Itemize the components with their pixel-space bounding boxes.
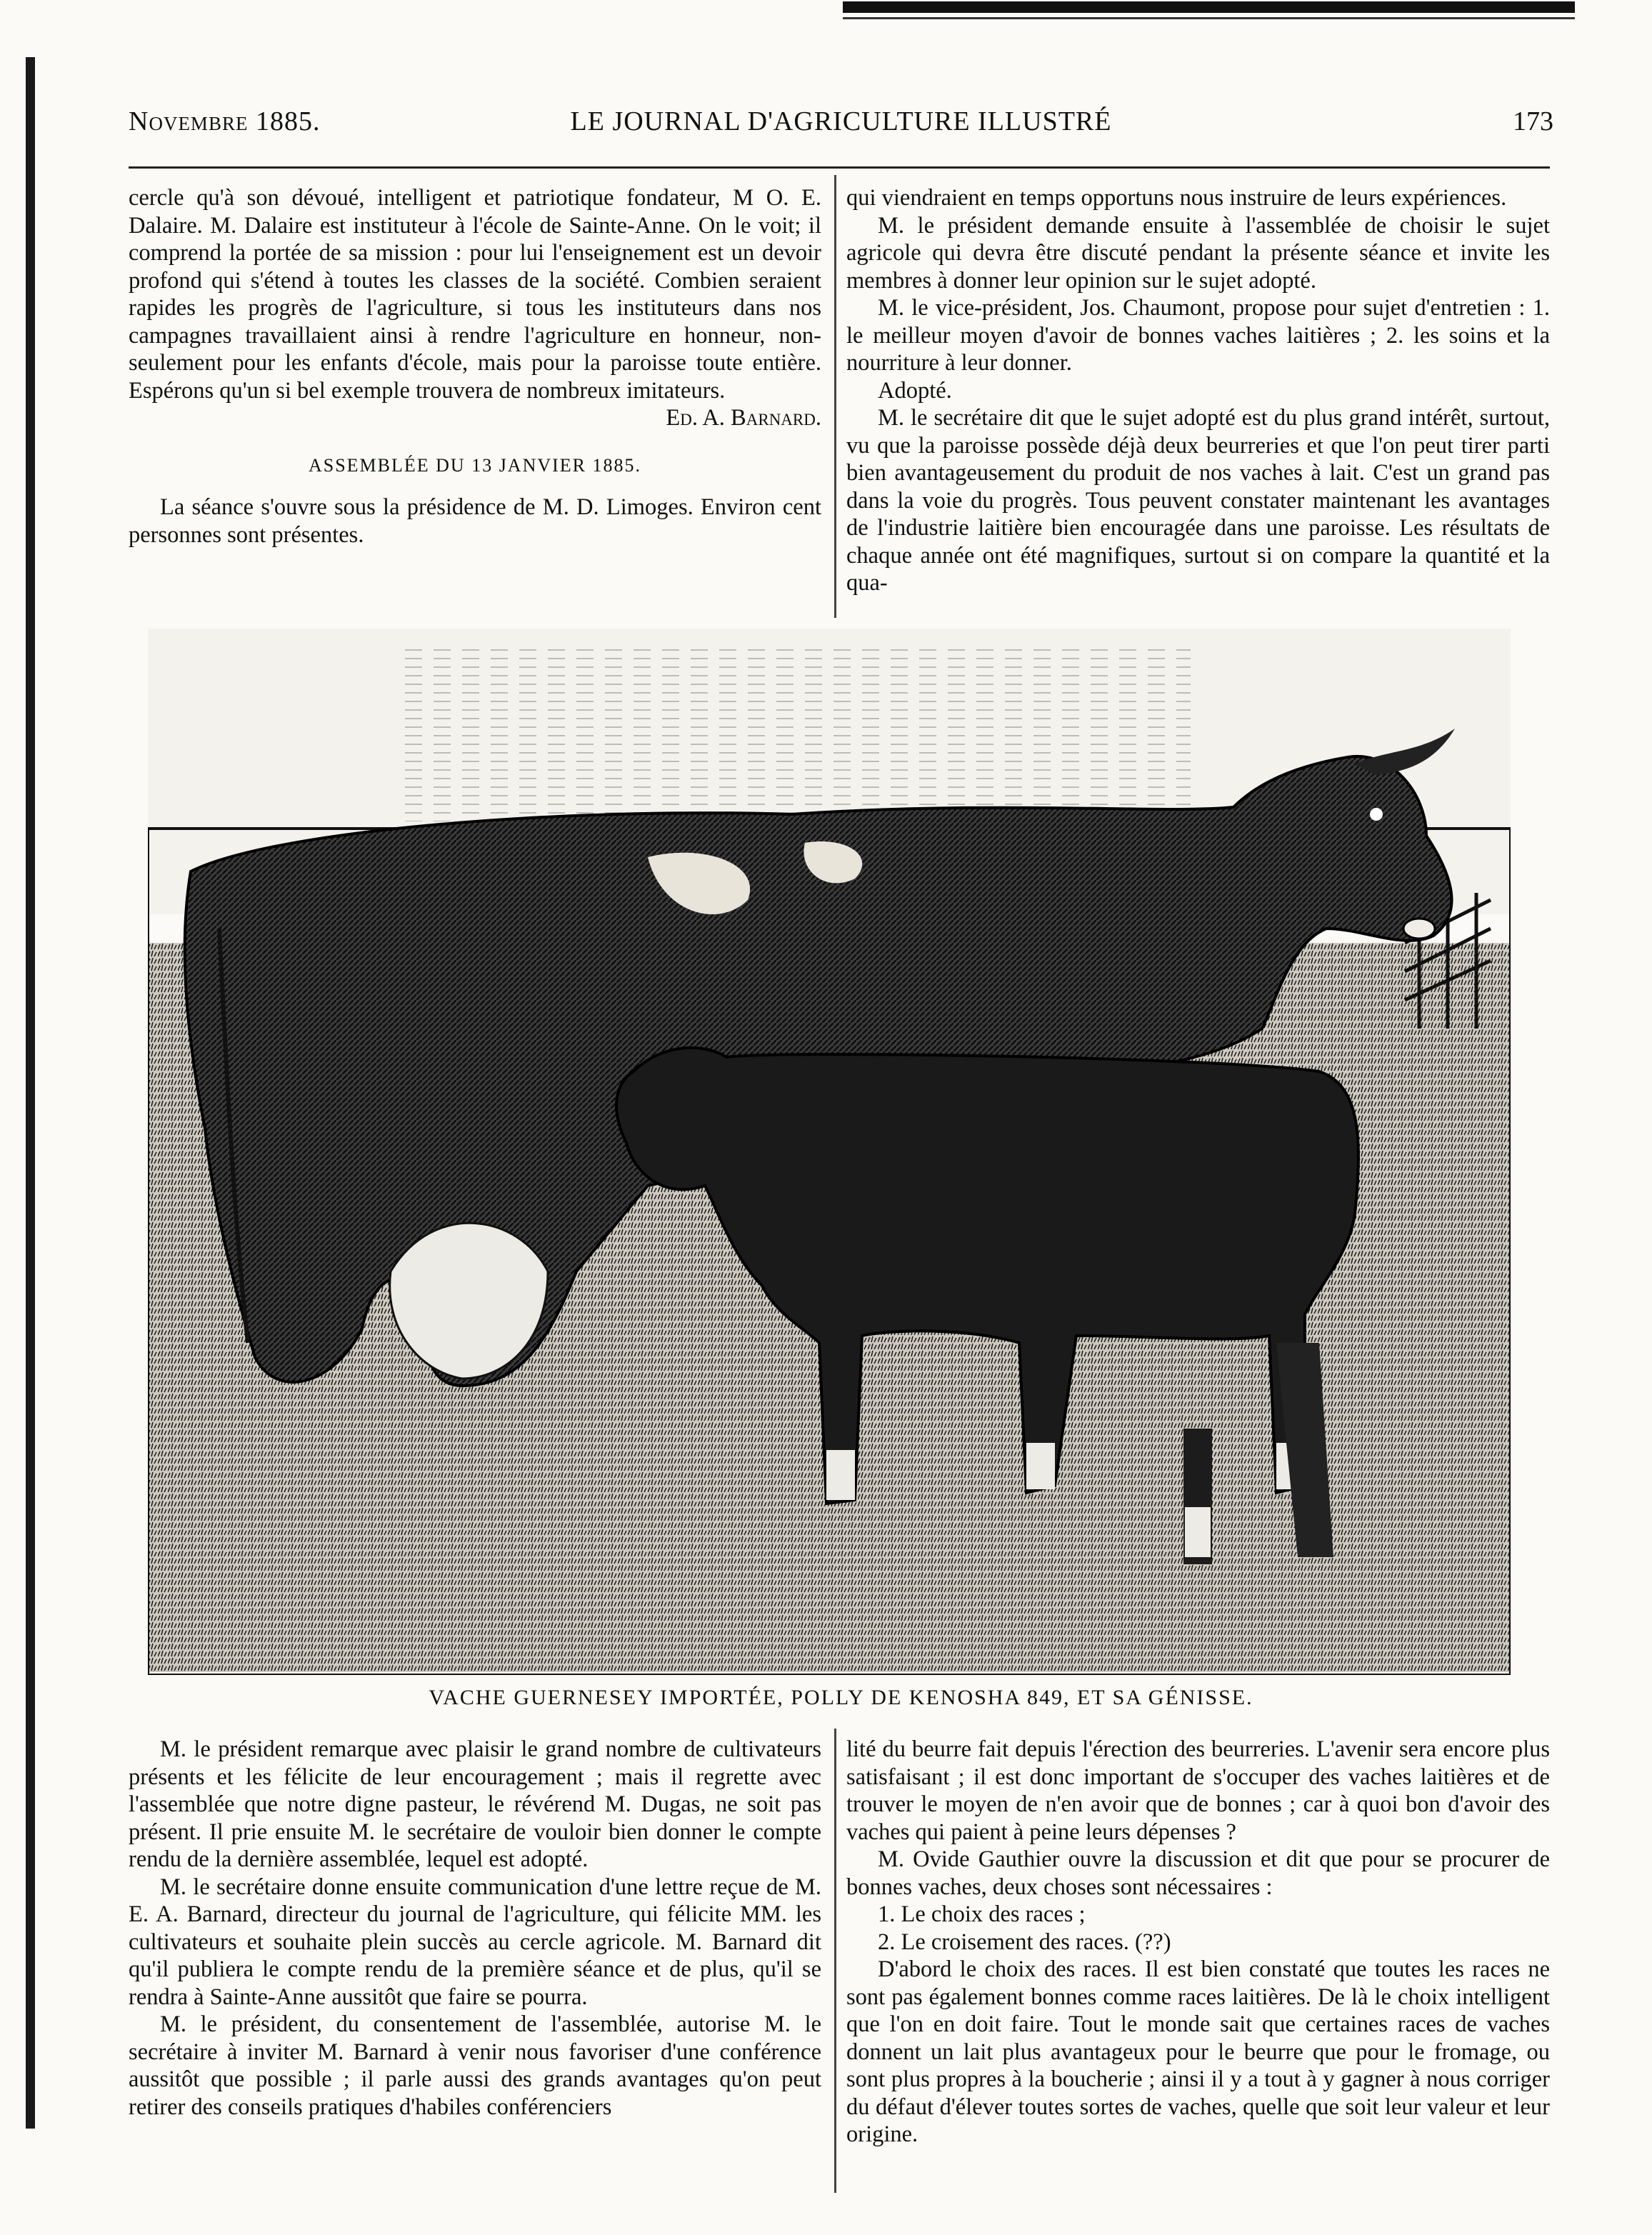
paragraph: Adopté.: [878, 377, 952, 404]
paragraph: M. le secrétaire dit que le sujet adopté est du plus grand intérêt, surtout, vu que la paroisse possède déjà deux beurreries et que l'on peut tirer parti bien avantageusement du produit de nos vaches à lait. C'est un grand pas dans la voie du progrès. Tous peuvent constater maintenant les avantages de l'industrie laitière bien encouragée dans une paroisse. Les résultats de chaque année ont été magnifiques, surtout si on compare la quantité et la qua-: [846, 405, 1550, 596]
signature: Ed. A. Barnard.: [666, 405, 821, 431]
list-item: 1. Le choix des races ;: [878, 1901, 1086, 1927]
paragraph: M. le président demande ensuite à l'assemblée de choisir le sujet agricole qui devra être discuté pendant la présente séance et invite les membres à donner leur opinion sur le sujet adopté.: [846, 212, 1550, 294]
paragraph: qui viendraient en temps opportuns nous instruire de leurs expériences.: [846, 185, 1507, 211]
paragraph: M. Ovide Gauthier ouvre la discussion et dit que pour se procurer de bonnes vaches, deux choses sont nécessaires :: [846, 1846, 1550, 1900]
top-edge-bar: [843, 1, 1575, 13]
paragraph: La séance s'ouvre sous la présidence de M. D. Limoges. Environ cent personnes sont présentes.: [129, 494, 821, 548]
list-item: 2. Le croisement des races. (??): [878, 1929, 1171, 1955]
column-divider-top: [834, 175, 836, 618]
paragraph: M. le président, du consentement de l'assemblée, autorise M. le secrétaire à inviter M. Barnard à venir nous favoriser d'une conférence aussitôt que possible ; il parle aussi des grands avantages qu'on peut retirer des conseils pratiques d'habiles conférenciers: [129, 2011, 821, 2120]
top-right-column: [846, 184, 1550, 597]
paragraph: M. le vice-président, Jos. Chaumont, propose pour sujet d'entretien : 1. le meilleur moyen d'avoir de bonnes vaches laitières ; 2. les soins et la nourriture à leur donner.: [846, 295, 1550, 376]
paragraph: lité du beurre fait depuis l'érection des beurreries. L'avenir sera encore plus satisfaisant ; il est donc important de s'occuper des vaches laitières et de trouver le moyen de n'en avoir que de bonnes ; car à quoi bon d'avoir des vaches qui paient à peine leurs dépenses ?: [846, 1736, 1550, 1845]
bottom-left-column: [129, 1736, 821, 2121]
bottom-right-column: [846, 1736, 1550, 2149]
header-page-number: 173: [1513, 106, 1553, 136]
header-journal-title: LE JOURNAL D'AGRICULTURE ILLUSTRÉ: [570, 106, 1112, 136]
paragraph: M. le président remarque avec plaisir le grand nombre de cultivateurs présents et les félicite de leur encouragement ; mais il regrette avec l'assemblée que notre digne pasteur, le révérend M. Dugas, ne soit pas présent. Il prie ensuite M. le secrétaire de vouloir bien donner le compte rendu de la dernière assemblée, lequel est adopté.: [129, 1736, 821, 1872]
header-rule: [129, 166, 1550, 169]
top-left-column: [129, 184, 821, 549]
column-divider-bottom: [834, 1729, 836, 2193]
header-date: Novembre 1885.: [129, 106, 321, 136]
binding-edge-bar: [26, 57, 35, 2129]
assembly-heading: ASSEMBLÉE DU 13 JANVIER 1885.: [308, 454, 642, 476]
top-edge-line: [843, 17, 1575, 19]
figure-caption: VACHE GUERNESEY IMPORTÉE, POLLY DE KENOSHA 849, ET SA GÉNISSE.: [429, 1686, 1253, 1709]
page-header: [129, 106, 1553, 149]
paragraph: cercle qu'à son dévoué, intelligent et patriotique fondateur, M O. E. Dalaire. M. Dalaire est instituteur à l'école de Sainte-Anne. On le voit; il comprend la portée de sa mission : pour lui l'enseignement est un devoir profond qui s'étend à toutes les classes de la société. Combien seraient rapides les progrès de l'agriculture, si tous les instituteurs dans nos campagnes travaillaient ainsi à rendre l'agriculture en honneur, non-seulement pour les enfants d'école, mais pour la paroisse toute entière. Espérons qu'un si bel exemple trouvera de nombreux imitateurs.: [129, 185, 821, 404]
cow-engraving-illustration: [148, 629, 1511, 1675]
paragraph: M. le secrétaire donne ensuite communication d'une lettre reçue de M. E. A. Barnard, directeur du journal de l'agriculture, qui félicite MM. les cultivateurs et souhaite plein succès au cercle agricole. M. Barnard dit qu'il publiera le compte rendu de la première séance et de plus, qu'il se rendra à Sainte-Anne aussitôt que faire se pourra.: [129, 1874, 821, 2010]
paragraph: D'abord le choix des races. Il est bien constaté que toutes les races ne sont pas également bonnes comme races laitières. De là le choix intelligent que l'on en doit faire. Tout le monde sait que certaines races de vaches donnent un lait plus avantageux pour le beurre que pour le fromage, ou sont plus propres à la boucherie ; ainsi il y a tout à y gagner à nous corriger du défaut d'élever toutes sortes de vaches, quelle que soit leur valeur et leur origine.: [846, 1956, 1550, 2147]
